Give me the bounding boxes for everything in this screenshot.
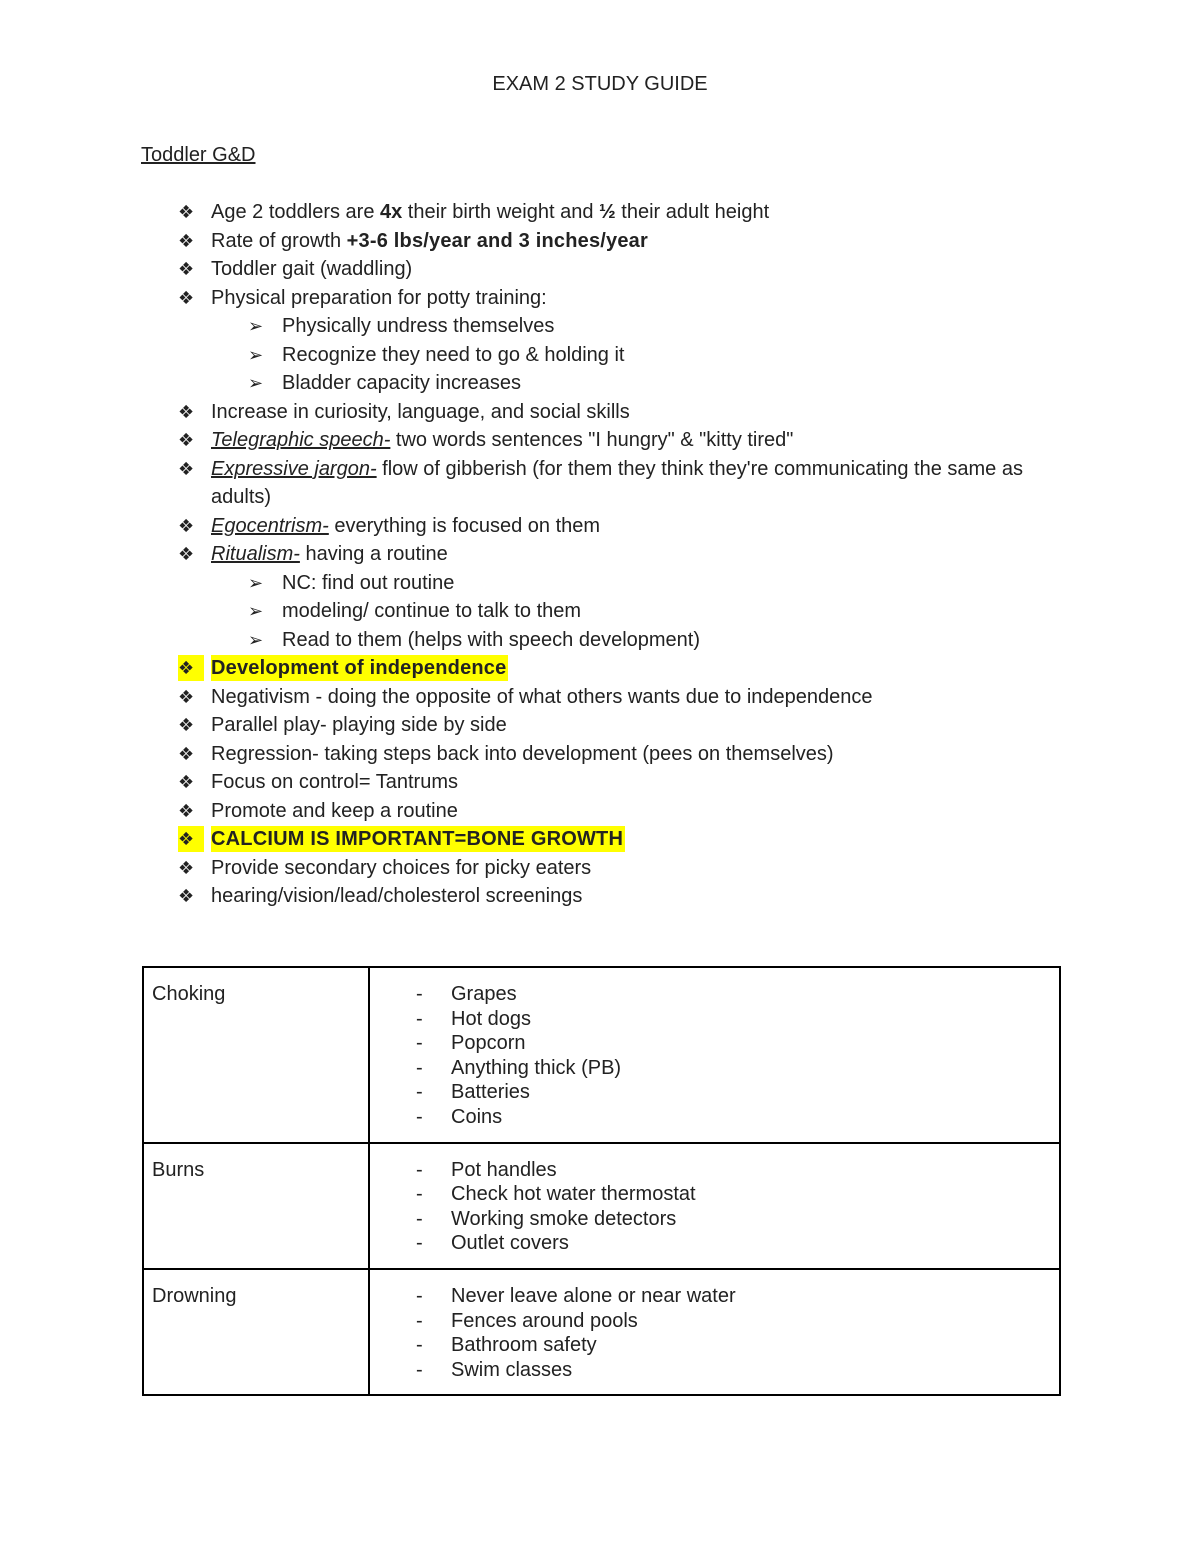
- sub-list-item: ➢ Recognize they need to go & holding it: [0, 341, 1200, 370]
- diamond-bullet-icon: ❖: [178, 743, 195, 764]
- diamond-bullet-icon: ❖: [178, 202, 195, 222]
- list-item: - Check hot water thermostat: [370, 1182, 1059, 1207]
- list-item: - Never leave alone or near water: [370, 1284, 1059, 1309]
- category-cell: Burns: [143, 1143, 369, 1269]
- term: Ritualism-: [211, 543, 300, 565]
- term: Egocentrism-: [211, 514, 329, 537]
- diamond-bullet-icon: ❖: [178, 401, 195, 422]
- arrow-bullet-icon: ➢: [248, 373, 264, 393]
- list-item: ❖ Telegraphic speech- two words sentences "I hungry" & "kitty tired": [0, 426, 1200, 455]
- safety-table: [142, 966, 1061, 1396]
- list-item: ❖ Physical preparation for potty training:: [0, 284, 1200, 313]
- category-cell: Choking: [143, 967, 369, 1143]
- table-row: [143, 1143, 1060, 1269]
- arrow-bullet-icon: ➢: [248, 316, 264, 336]
- list-item: ❖ Negativism - doing the opposite of what others wants due to independence: [0, 683, 1200, 712]
- diamond-bullet-icon: ❖: [178, 430, 195, 450]
- diamond-bullet-icon: ❖: [178, 715, 195, 735]
- list-item: - Bathroom safety: [370, 1333, 1059, 1358]
- document-title: EXAM 2 STUDY GUIDE: [492, 73, 708, 95]
- table-row: [143, 967, 1060, 1143]
- list-item: - Grapes: [370, 982, 1059, 1007]
- notes-list: [0, 198, 1200, 911]
- diamond-bullet-icon: ❖: [178, 287, 195, 308]
- list-item: ❖ Rate of growth +3-6 lbs/year and 3 inches/year: [0, 227, 1200, 256]
- sub-list-item: ➢ NC: find out routine: [0, 569, 1200, 598]
- list-item: ❖ Parallel play- playing side by side: [0, 711, 1200, 740]
- list-item: - Pot handles: [370, 1158, 1059, 1183]
- diamond-bullet-icon: ❖: [178, 515, 195, 536]
- list-item: - Working smoke detectors: [370, 1207, 1059, 1232]
- diamond-bullet-icon: ❖: [178, 686, 195, 707]
- list-item: ❖ Egocentrism- everything is focused on them: [0, 512, 1200, 541]
- diamond-bullet-icon: ❖: [178, 886, 195, 906]
- diamond-bullet-icon: ❖: [178, 857, 195, 878]
- arrow-bullet-icon: ➢: [248, 601, 264, 621]
- term: Expressive jargon-: [211, 457, 377, 480]
- list-item: - Swim classes: [370, 1358, 1059, 1383]
- list-item: ❖ Provide secondary choices for picky eaters: [0, 854, 1200, 883]
- arrow-bullet-icon: ➢: [248, 572, 264, 593]
- diamond-bullet-icon: ❖: [178, 826, 204, 852]
- list-item: ❖ Expressive jargon- flow of gibberish (for them they think they're communicating the same as adults): [0, 455, 1200, 512]
- section-heading: Toddler G&D: [141, 144, 256, 166]
- items-cell: [369, 1269, 1060, 1395]
- arrow-bullet-icon: ➢: [248, 629, 264, 650]
- diamond-bullet-icon: ❖: [178, 544, 195, 564]
- diamond-bullet-icon: ❖: [178, 230, 195, 251]
- list-item: - Coins: [370, 1105, 1059, 1130]
- list-item: - Anything thick (PB): [370, 1056, 1059, 1081]
- list-item: ❖ Age 2 toddlers are 4x their birth weight and ½ their adult height: [0, 198, 1200, 227]
- list-item-highlighted: ❖ Development of independence: [178, 657, 507, 679]
- sub-list-item: ➢ modeling/ continue to talk to them: [0, 597, 1200, 626]
- list-item: - Batteries: [370, 1080, 1059, 1105]
- diamond-bullet-icon: ❖: [178, 772, 195, 792]
- list-item: ❖ Focus on control= Tantrums: [0, 768, 1200, 797]
- list-item: ❖ Ritualism- having a routine: [0, 540, 1200, 569]
- diamond-bullet-icon: ❖: [178, 259, 195, 279]
- list-item: ❖ Increase in curiosity, language, and social skills: [0, 398, 1200, 427]
- list-item: - Hot dogs: [370, 1007, 1059, 1032]
- list-item: ❖ Promote and keep a routine: [0, 797, 1200, 826]
- arrow-bullet-icon: ➢: [248, 344, 264, 365]
- term: Telegraphic speech-: [211, 429, 391, 451]
- list-item: ❖ hearing/vision/lead/cholesterol screenings: [0, 882, 1200, 911]
- list-item: - Popcorn: [370, 1031, 1059, 1056]
- list-item: - Outlet covers: [370, 1231, 1059, 1256]
- items-cell: [369, 967, 1060, 1143]
- list-item: ❖ Regression- taking steps back into development (pees on themselves): [0, 740, 1200, 769]
- items-cell: [369, 1143, 1060, 1269]
- sub-list-item: ➢ Physically undress themselves: [0, 312, 1200, 341]
- list-item-highlighted: ❖ CALCIUM IS IMPORTANT=BONE GROWTH: [178, 828, 624, 850]
- category-cell: Drowning: [143, 1269, 369, 1395]
- diamond-bullet-icon: ❖: [178, 458, 195, 479]
- diamond-bullet-icon: ❖: [178, 800, 195, 821]
- table-row: [143, 1269, 1060, 1395]
- list-item: - Fences around pools: [370, 1309, 1059, 1334]
- sub-list-item: ➢ Bladder capacity increases: [0, 369, 1200, 398]
- diamond-bullet-icon: ❖: [178, 655, 204, 681]
- list-item: ❖ Toddler gait (waddling): [0, 255, 1200, 284]
- sub-list-item: ➢ Read to them (helps with speech development): [0, 626, 1200, 655]
